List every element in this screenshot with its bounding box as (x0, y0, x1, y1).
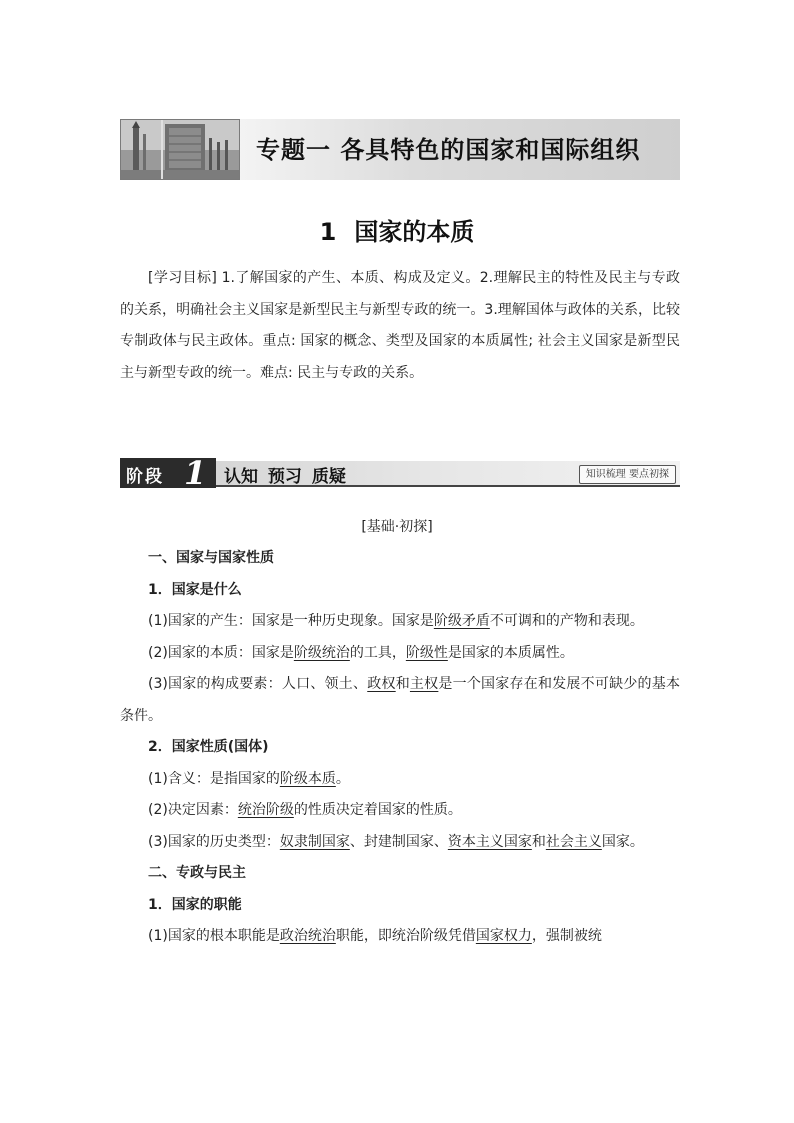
text-run: 是国家的本质属性。 (447, 644, 574, 661)
text-run: (3)国家的构成要素：人口、领土、 (148, 676, 368, 692)
body-content (120, 543, 680, 953)
key-term: 政治统治 (279, 928, 336, 944)
section-heading-1: 一、国家与国家性质 (148, 550, 274, 566)
stage-badge-number: 1 (184, 454, 207, 492)
text-run: ，强制被统 (531, 928, 602, 944)
stage-badge (120, 454, 216, 492)
banner-photo-image (120, 119, 240, 180)
text-run: 的工具， (349, 644, 406, 661)
key-term: 资本主义国家 (447, 833, 532, 850)
chapter-banner (120, 119, 680, 180)
key-term: 统治阶级 (237, 802, 294, 818)
key-term: 社会主义 (545, 833, 602, 850)
paragraph-types (120, 827, 680, 859)
chapter-title: 专题一 各具特色的国家和国际组织 (256, 135, 641, 164)
text-run: 不可调和的产物和表现。 (489, 613, 644, 629)
key-term: 阶级性 (405, 644, 448, 661)
paragraph-essence (120, 638, 680, 670)
text-run: (2)国家的本质：国家是 (148, 644, 294, 661)
key-term: 阶级矛盾 (433, 613, 490, 629)
key-term: 奴隶制国家 (279, 833, 350, 850)
text-run: (1)国家的产生：国家是一种历史现象。国家是 (148, 613, 434, 629)
stage-badge-label: 阶段 (126, 467, 164, 487)
text-run: 、封建制国家、 (349, 833, 448, 850)
lesson-title-text: 国家的本质 (354, 218, 475, 246)
paragraph-origin (120, 606, 680, 638)
key-term: 阶级本质 (279, 770, 336, 787)
paragraph-functions (120, 921, 680, 953)
text-run: (1)国家的根本职能是 (148, 928, 280, 944)
paragraph-determinant (120, 795, 680, 827)
lesson-title (0, 212, 794, 247)
key-term: 政权 (367, 676, 396, 692)
key-term: 主权 (409, 676, 439, 692)
text-run: (1)含义：是指国家的 (148, 770, 280, 787)
objectives-label: [学习目标] (148, 270, 217, 286)
stage-title: 认知 预习 质疑 (224, 467, 346, 487)
text-run: 国家。 (601, 833, 644, 850)
text-run: 。 (335, 770, 350, 787)
stage-tag: 知识梳理 要点初探 (579, 465, 676, 484)
key-term: 阶级统治 (293, 644, 350, 661)
text-run: 的性质决定着国家的性质。 (293, 802, 462, 818)
subsection-heading-1-2: 2．国家性质(国体) (148, 739, 269, 755)
text-run: (3)国家的历史类型： (148, 833, 280, 850)
section-subheading: [基础·初探] (361, 519, 433, 535)
objectives-text: 1.了解国家的产生、本质、构成及定义。2.理解民主的特性及民主与专政的关系，明确社会主义国家是新型民主与新型专政的统一。3.理解国体与政体的关系，比较专制政体与民主政体。重点: 国家的概念、类型及国家的本质属性; 社会主义国家是新型民主与新型专政的统一。难点: 民主与专政的关系。 (120, 270, 680, 381)
text-run: 是一个国家存在和发展不可缺少的基本条件。 (120, 676, 680, 724)
subsection-heading-2-1: 1．国家的职能 (148, 896, 242, 913)
stage-bar (120, 454, 680, 492)
lesson-number: 1 (319, 218, 337, 246)
paragraph-elements (120, 669, 680, 732)
text-run: 和 (395, 676, 410, 692)
subsection-heading-1-1: 1．国家是什么 (148, 581, 242, 598)
text-run: 职能，即统治阶级凭借 (335, 928, 476, 944)
key-term: 国家权力 (475, 928, 532, 944)
paragraph-meaning (120, 764, 680, 796)
text-run: 和 (531, 833, 546, 850)
text-run: (2)决定因素： (148, 802, 238, 818)
section-heading-2: 二、专政与民主 (148, 865, 246, 881)
learning-objectives (120, 263, 680, 389)
